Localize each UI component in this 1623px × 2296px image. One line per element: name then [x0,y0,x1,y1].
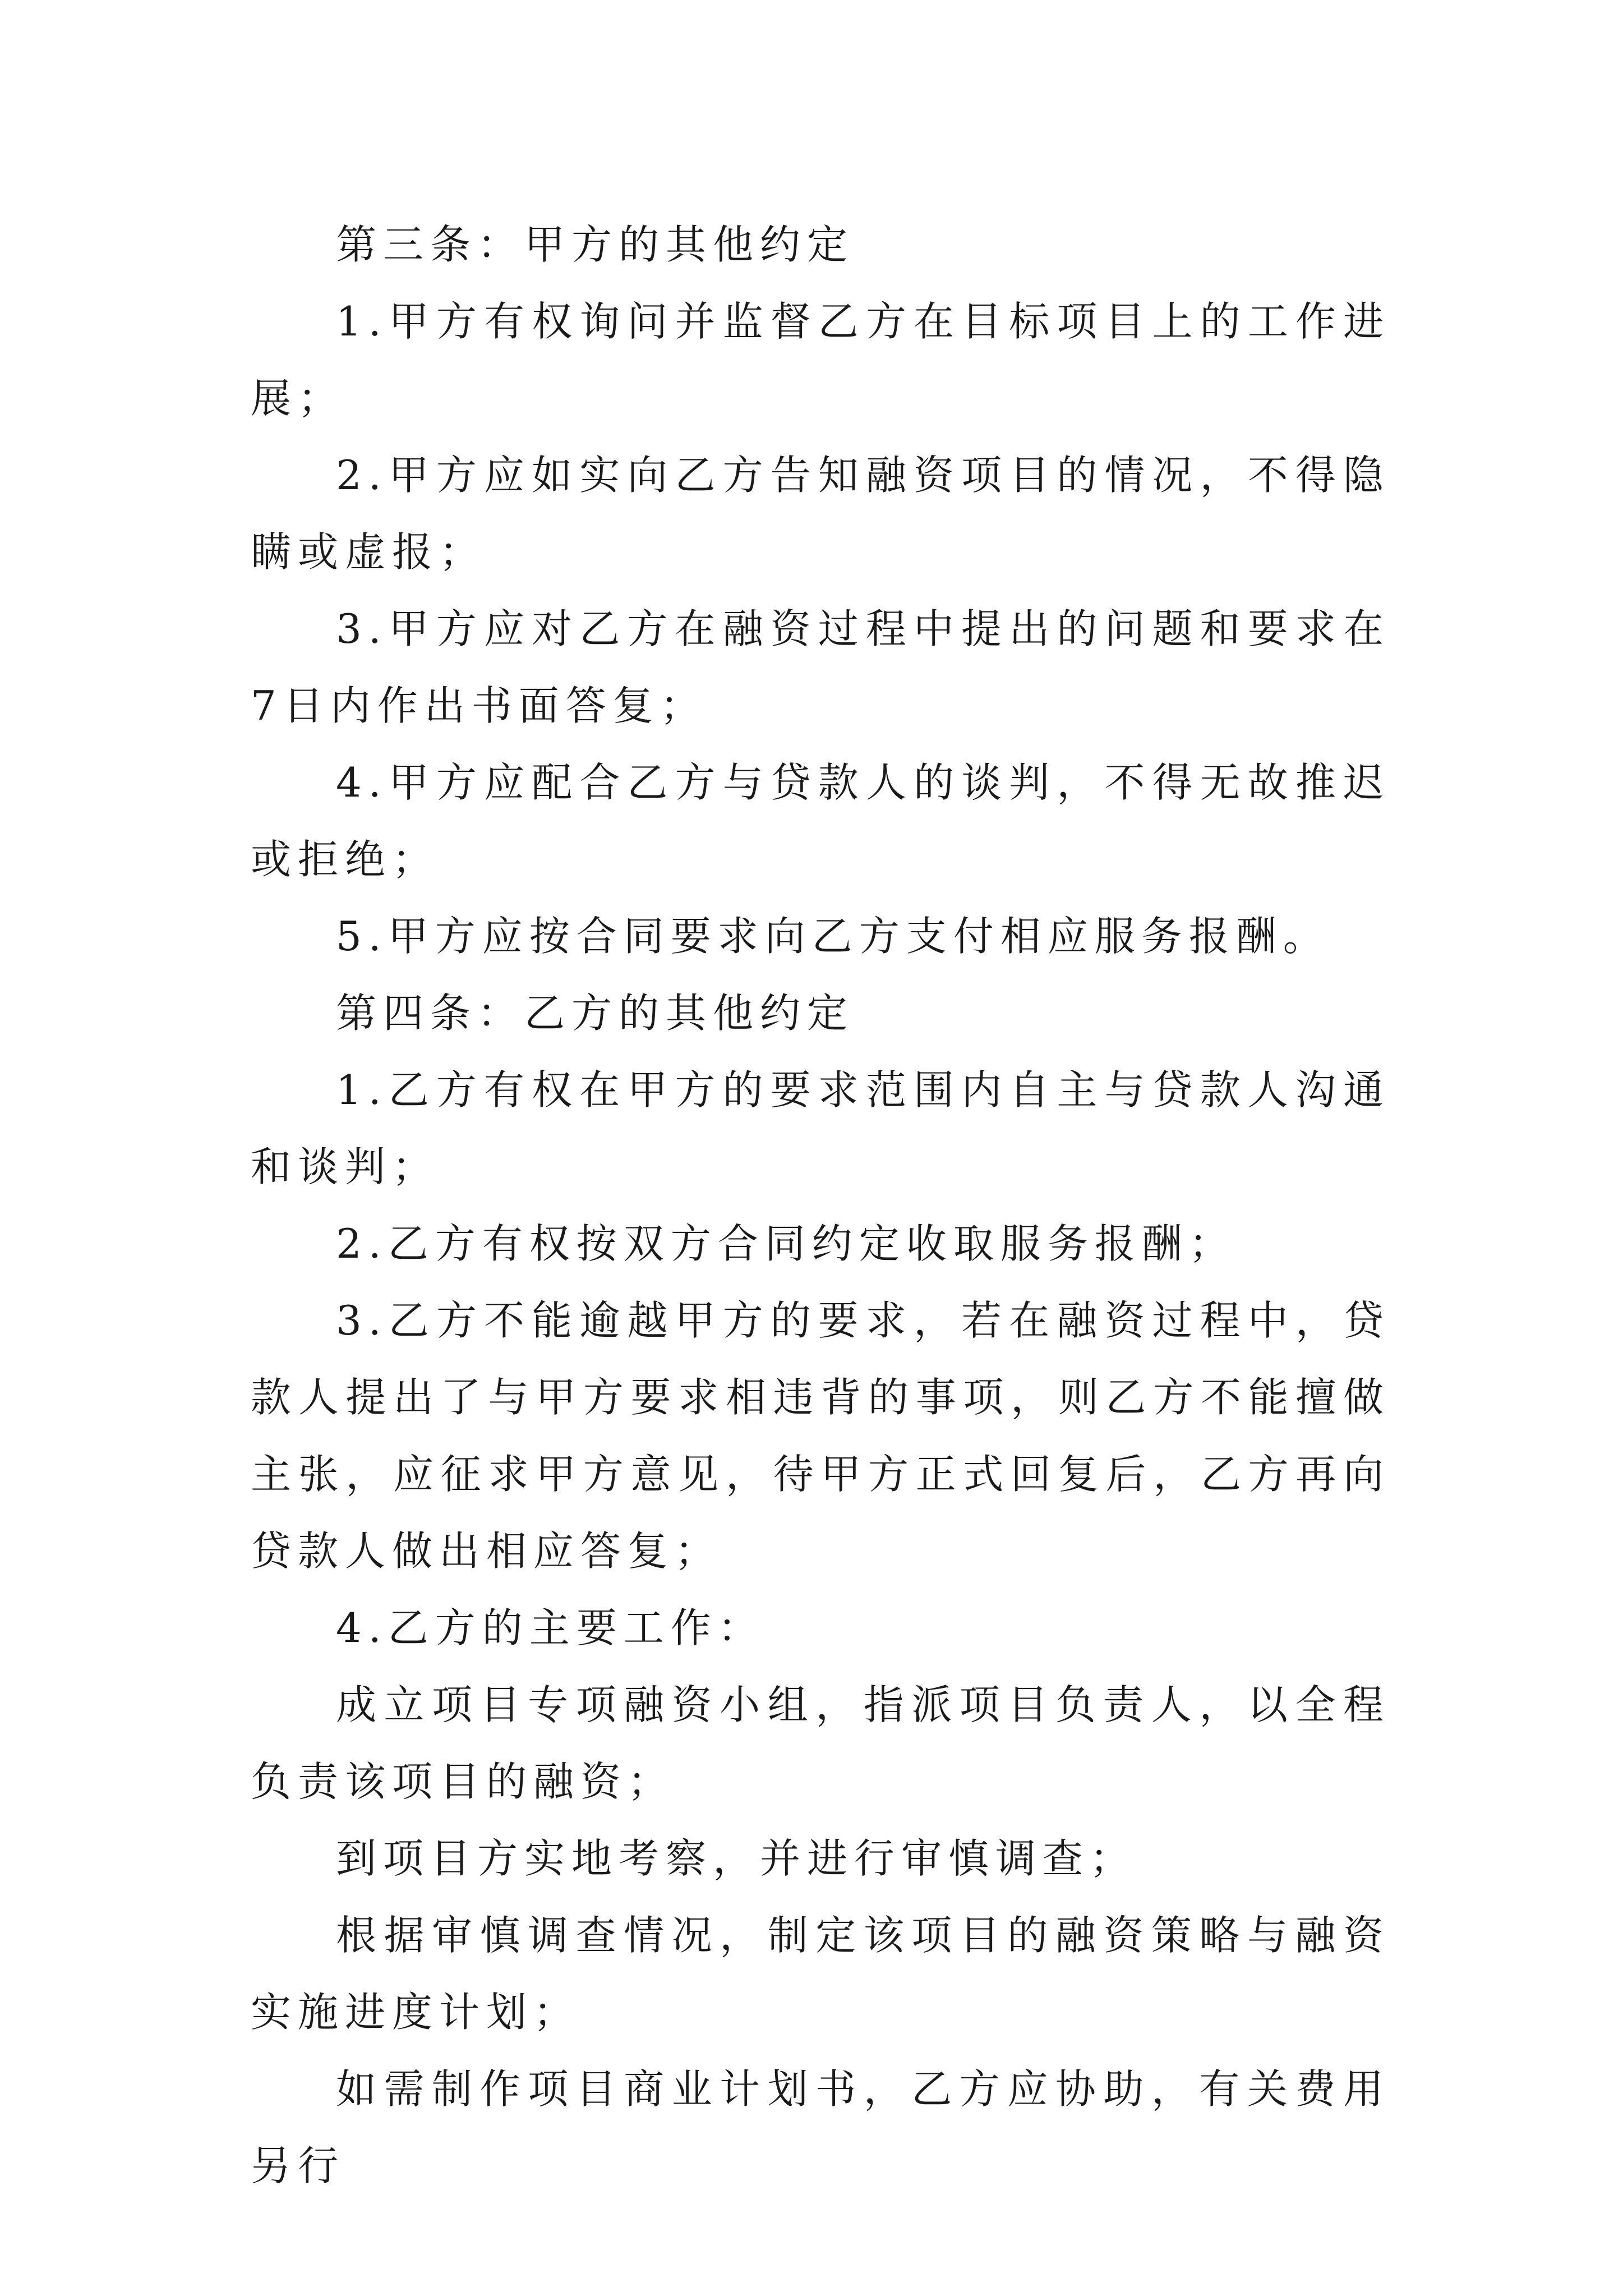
article-3-heading: 第三条：甲方的其他约定 [336,221,855,268]
work-item-1: 成立项目专项融资小组，指派项目负责人，以全程负责该项目的融资； [251,1681,1390,1805]
work-item-3: 根据审慎调查情况，制定该项目的融资策略与融资实施进度计划； [251,1912,1390,2036]
work-item-2: 到项目方实地考察，并进行审慎调查； [336,1835,1137,1882]
article-4-clause-1: 1.乙方有权在甲方的要求范围内自主与贷款人沟通和谈判； [251,1066,1390,1190]
work-item-4: 如需制作项目商业计划书，乙方应协助，有关费用另行 [251,2065,1390,2189]
article-4-heading: 第四条：乙方的其他约定 [336,990,855,1037]
article-3-clause-4: 4.甲方应配合乙方与贷款人的谈判，不得无故推迟或拒绝； [251,759,1390,883]
article-3-clause-1: 1.甲方有权询问并监督乙方在目标项目上的工作进展； [251,298,1390,422]
article-4-clause-4: 4.乙方的主要工作： [336,1604,765,1651]
article-3-clause-3: 3.甲方应对乙方在融资过程中提出的问题和要求在7日内作出书面答复； [251,605,1390,729]
article-3-clause-2: 2.甲方应如实向乙方告知融资项目的情况，不得隐瞒或虚报； [251,452,1390,576]
article-3-clause-5: 5.甲方应按合同要求向乙方支付相应服务报酬。 [336,913,1330,960]
document-body [251,206,1390,2205]
article-4-clause-3: 3.乙方不能逾越甲方的要求，若在融资过程中，贷款人提出了与甲方要求相违背的事项，则乙方不能擅做主张，应征求甲方意见，待甲方正式回复后，乙方再向贷款人做出相应答复； [251,1297,1390,1575]
article-4-clause-2: 2.乙方有权按双方合同约定收取服务报酬； [336,1220,1236,1267]
